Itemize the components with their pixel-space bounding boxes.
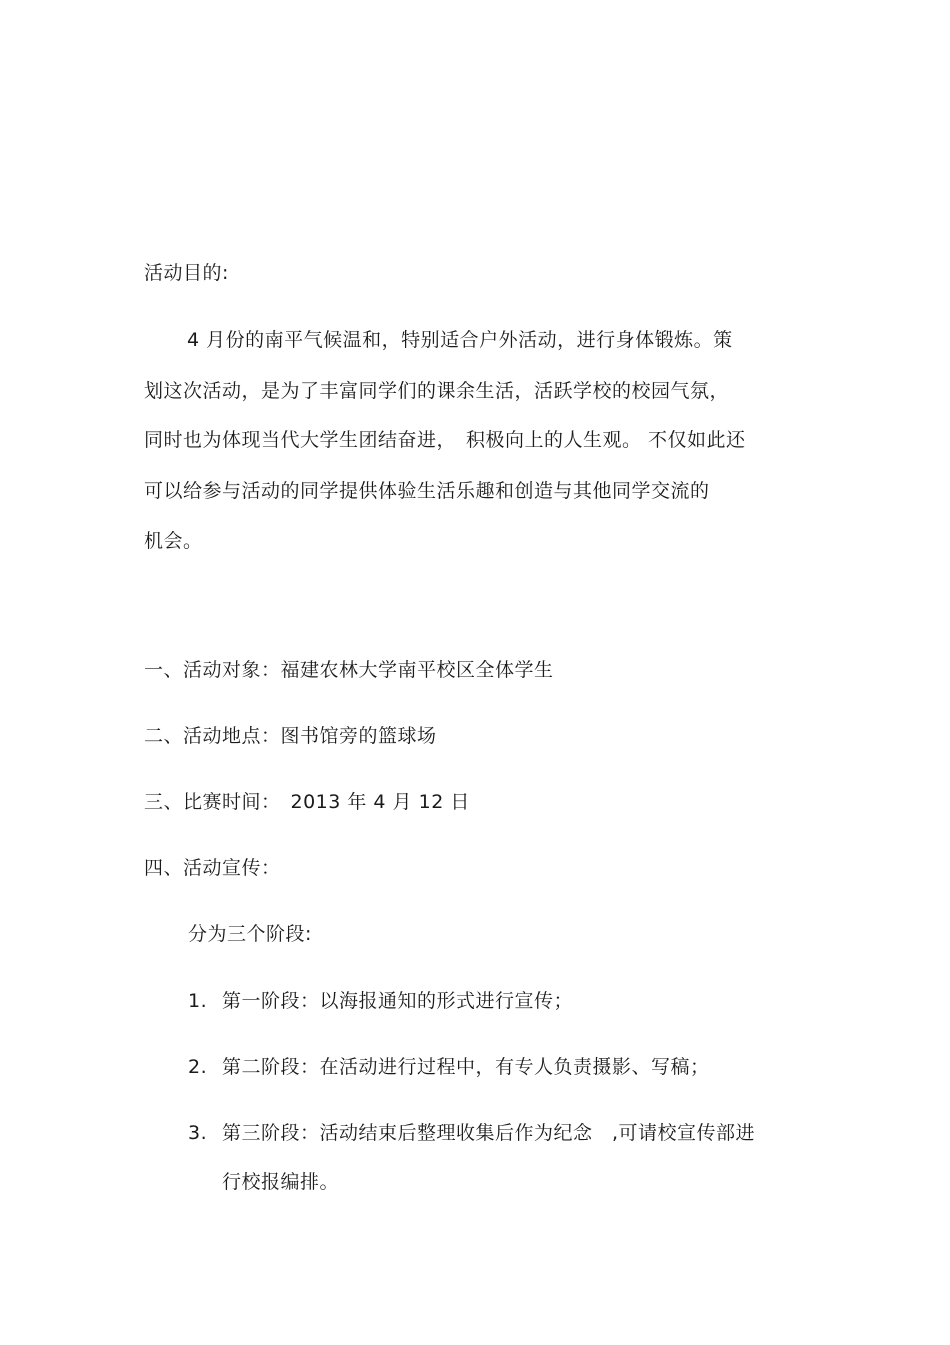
purpose-paragraph-line-2: 划这次活动，是为了丰富同学们的课余生活，活跃学校的校园气氛， <box>144 380 730 402</box>
purpose-heading: 活动目的: <box>144 262 229 284</box>
stage-2-text: 第二阶段：在活动进行过程中，有专人负责摄影、写稿； <box>222 1056 710 1078</box>
stage-2-number: 2. <box>188 1056 208 1078</box>
stage-1-text: 第一阶段：以海报通知的形式进行宣传； <box>222 990 574 1012</box>
stage-3-text-line-2: 行校报编排。 <box>222 1171 340 1193</box>
purpose-paragraph-line-3: 同时也为体现当代大学生团结奋进， 积极向上的人生观。 不仅如此还 <box>144 429 746 451</box>
section-target: 一、活动对象：福建农林大学南平校区全体学生 <box>144 659 554 681</box>
promotion-intro: 分为三个阶段: <box>188 923 312 945</box>
stage-3-number: 3. <box>188 1122 208 1144</box>
purpose-paragraph-line-5: 机会。 <box>144 530 203 552</box>
stage-3-text-line-1: 第三阶段：活动结束后整理收集后作为纪念 ,可请校宣传部进 <box>222 1122 756 1144</box>
section-promotion: 四、活动宣传： <box>144 857 281 879</box>
section-location: 二、活动地点：图书馆旁的篮球场 <box>144 725 437 747</box>
section-time: 三、比赛时间： 2013 年 4 月 12 日 <box>144 791 470 813</box>
purpose-paragraph-line-4: 可以给参与活动的同学提供体验生活乐趣和创造与其他同学交流的 <box>144 480 710 502</box>
purpose-paragraph-line-1: 4 月份的南平气候温和，特别适合户外活动，进行身体锻炼。策 <box>187 329 733 351</box>
stage-1-number: 1. <box>188 990 208 1012</box>
